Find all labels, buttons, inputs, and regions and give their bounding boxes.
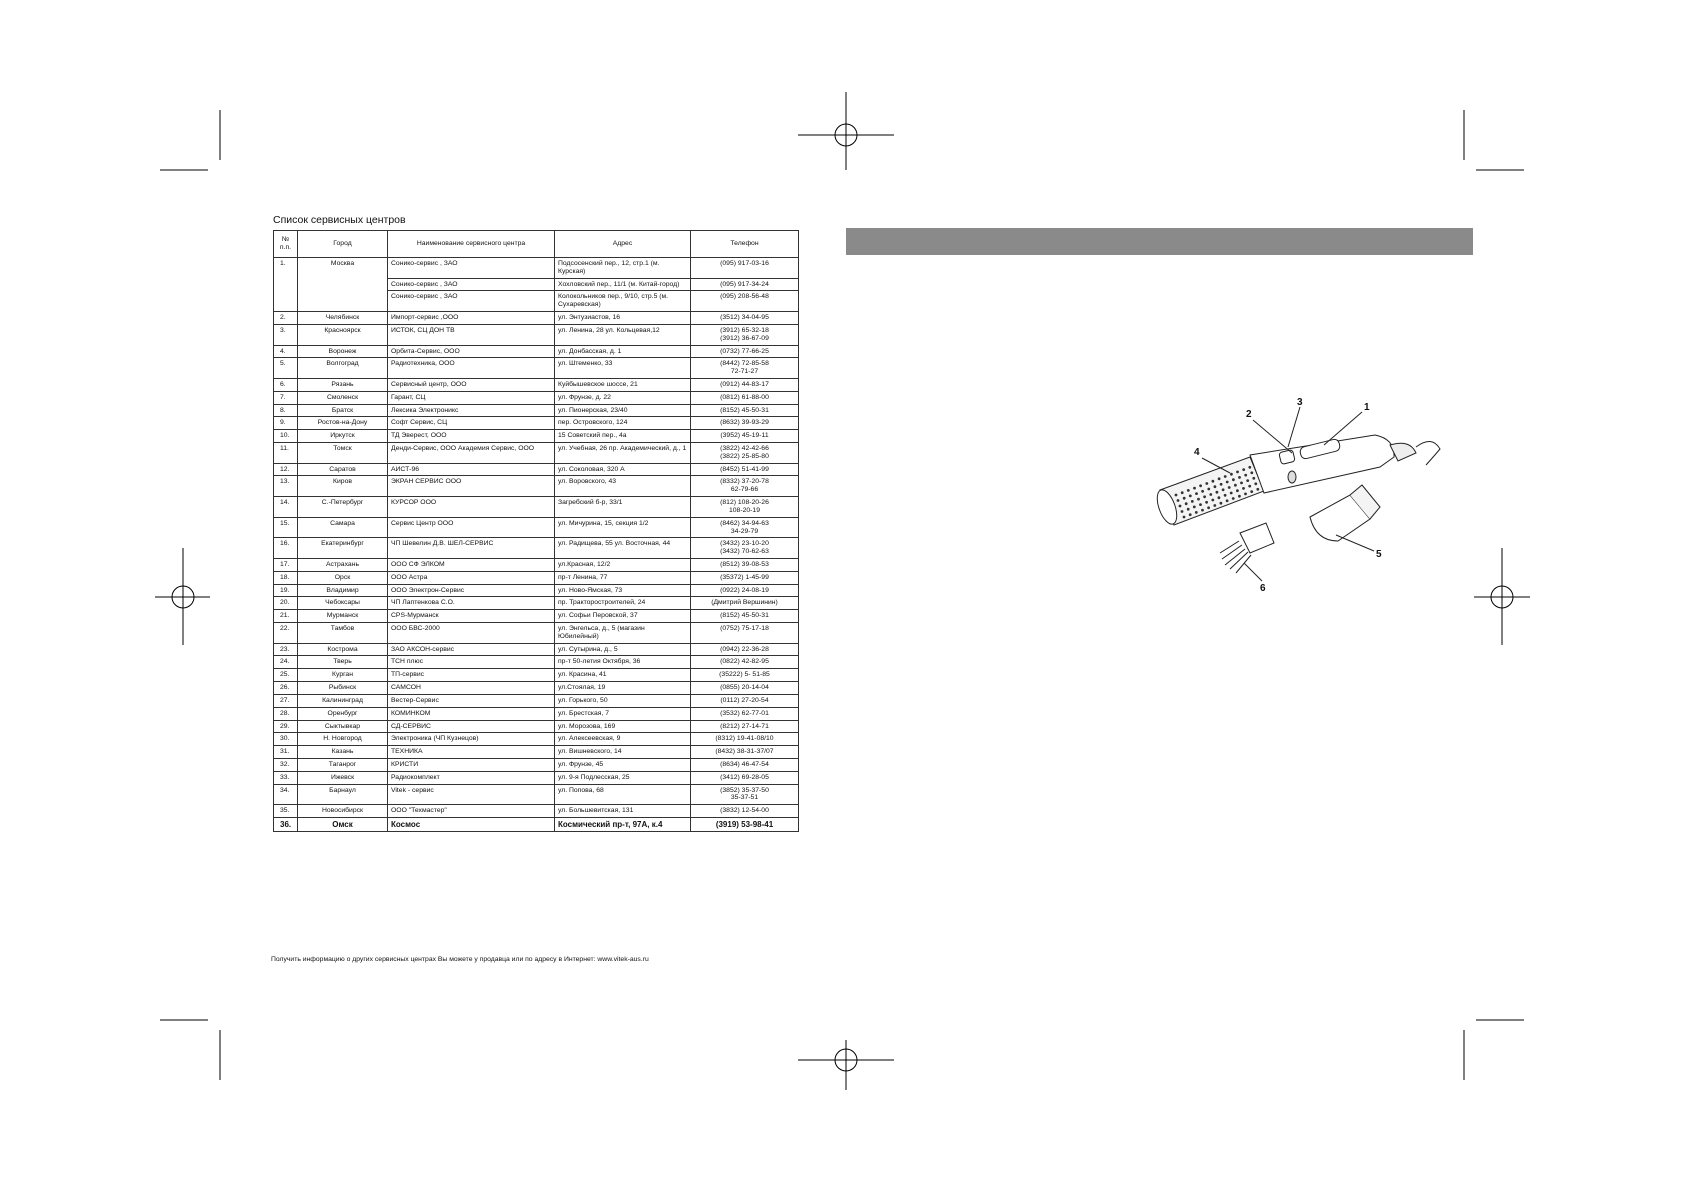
table-row (274, 558, 799, 571)
city-cell: Саратов (298, 463, 388, 476)
table-row (274, 784, 799, 805)
phone-cell (691, 784, 799, 805)
phone-cell (691, 733, 799, 746)
phone-cell (691, 720, 799, 733)
phone-cell (691, 623, 799, 644)
service-centers-table (273, 230, 799, 832)
city-cell: Екатеринбург (298, 538, 388, 559)
phone-cell (691, 669, 799, 682)
phone-number: (0732) 77-66-25 (720, 347, 769, 355)
address-cell: пер. Островского, 124 (555, 417, 691, 430)
center-name-cell: Импорт-сервис ,ООО (388, 312, 555, 325)
address-cell: пр. Тракторостроителей, 24 (555, 597, 691, 610)
row-number: 26. (274, 682, 298, 695)
row-number: 19. (274, 584, 298, 597)
address-cell: ул. Пионерская, 23/40 (555, 404, 691, 417)
phone-cell (691, 443, 799, 464)
row-number: 6. (274, 378, 298, 391)
city-cell: Новосибирск (298, 805, 388, 818)
address-cell: ул. Энтузиастов, 16 (555, 312, 691, 325)
phone-cell (691, 517, 799, 538)
city-cell: Рязань (298, 378, 388, 391)
table-row (274, 669, 799, 682)
address-cell: ул. Мичурина, 15, секция 1/2 (555, 517, 691, 538)
phone-cell (691, 345, 799, 358)
center-name-cell: Орбита-Сервис, ООО (388, 345, 555, 358)
phone-number: (3852) 35-37-50 (720, 786, 769, 794)
phone-cell (691, 597, 799, 610)
row-number: 10. (274, 430, 298, 443)
phone-number: (3912) 65-32-18 (720, 326, 769, 334)
center-name-cell: ООО Электрон-Сервис (388, 584, 555, 597)
header-name: Наименование сервисного центра (388, 231, 555, 258)
address-cell: ул. Фрунзе, 45 (555, 758, 691, 771)
table-row (274, 430, 799, 443)
phone-number: (3412) 69-28-05 (720, 773, 769, 781)
phone-cell (691, 463, 799, 476)
phone-cell (691, 324, 799, 345)
row-number: 15. (274, 517, 298, 538)
phone-number: (Дмитрий Вершинин) (711, 599, 778, 607)
address-cell: ул.Красная, 12/2 (555, 558, 691, 571)
phone-number: (8632) 39-93-29 (720, 419, 769, 427)
address-cell: ул. Алексеевская, 9 (555, 733, 691, 746)
address-cell: ул. Штеменко, 33 (555, 358, 691, 379)
center-name-cell: Лексика Электроникс (388, 404, 555, 417)
header-city: Город (298, 231, 388, 258)
address-cell: Куйбышевское шоссе, 21 (555, 378, 691, 391)
city-cell: Рыбинск (298, 682, 388, 695)
address-cell: ул. Морозова, 169 (555, 720, 691, 733)
table-row (274, 584, 799, 597)
city-cell: Владимир (298, 584, 388, 597)
phone-cell (691, 656, 799, 669)
city-cell: Киров (298, 476, 388, 497)
table-row (274, 733, 799, 746)
city-cell: Барнаул (298, 784, 388, 805)
row-number: 33. (274, 771, 298, 784)
phone-number: (8452) 51-41-99 (720, 465, 769, 473)
table-row (274, 682, 799, 695)
city-cell: Н. Новгород (298, 733, 388, 746)
center-name-cell: КРИСТИ (388, 758, 555, 771)
row-number: 1. (274, 258, 298, 312)
table-row (274, 571, 799, 584)
table-row (274, 623, 799, 644)
table-row (274, 517, 799, 538)
city-cell: Тверь (298, 656, 388, 669)
address-cell: Загребский б-р, 33/1 (555, 497, 691, 518)
city-cell: Сыктывкар (298, 720, 388, 733)
phone-cell (691, 805, 799, 818)
phone-number: (3832) 12-54-00 (720, 807, 769, 815)
row-number: 16. (274, 538, 298, 559)
city-cell: Ижевск (298, 771, 388, 784)
phone-number: (8212) 27-14-71 (720, 722, 769, 730)
city-cell: Самара (298, 517, 388, 538)
phone-cell (691, 758, 799, 771)
row-number: 5. (274, 358, 298, 379)
header-address: Адрес (555, 231, 691, 258)
table-row (274, 771, 799, 784)
city-cell: Мурманск (298, 610, 388, 623)
phone-number: (0112) 27-20-54 (720, 696, 769, 704)
address-cell: ул. Большевитская, 131 (555, 805, 691, 818)
address-cell: Космический пр-т, 97А, к.4 (555, 818, 691, 832)
callout-4: 4 (1194, 447, 1200, 458)
phone-number: (8442) 72-85-58 (720, 360, 769, 368)
center-name-cell: САМСОН (388, 682, 555, 695)
row-number: 30. (274, 733, 298, 746)
center-name-cell: Сонико-сервис , ЗАО (388, 291, 555, 312)
row-number: 24. (274, 656, 298, 669)
phone-cell (691, 378, 799, 391)
phone-number: (8312) 19-41-08/10 (715, 735, 774, 743)
address-cell: ул. Соколовая, 320 А (555, 463, 691, 476)
row-number: 2. (274, 312, 298, 325)
table-row (274, 758, 799, 771)
city-cell: Кострома (298, 643, 388, 656)
row-number: 32. (274, 758, 298, 771)
center-name-cell: Софт Сервис, СЦ (388, 417, 555, 430)
callout-1: 1 (1364, 402, 1370, 413)
city-cell: Москва (298, 258, 388, 312)
center-name-cell: Космос (388, 818, 555, 832)
address-cell: Хохловский пер., 11/1 (м. Китай-город) (555, 278, 691, 291)
row-number: 23. (274, 643, 298, 656)
phone-cell (691, 584, 799, 597)
row-number: 31. (274, 746, 298, 759)
address-cell: ул. Ленина, 28 ул. Кольцевая,12 (555, 324, 691, 345)
phone-number: (8332) 37-20-78 (720, 478, 769, 486)
phone-number: (0752) 75-17-18 (720, 625, 769, 632)
phone-number: (0822) 42-82-95 (720, 658, 769, 666)
row-number: 29. (274, 720, 298, 733)
table-row (274, 404, 799, 417)
header-num: № п.п. (274, 231, 298, 258)
phone-cell (691, 291, 799, 312)
center-name-cell: Сонико-сервис , ЗАО (388, 278, 555, 291)
city-cell: Волгоград (298, 358, 388, 379)
center-name-cell: ЭКРАН СЕРВИС ООО (388, 476, 555, 497)
address-cell: ул. Радищева, 55 ул. Восточная, 44 (555, 538, 691, 559)
phone-number: (3822) 42-42-66 (720, 445, 769, 452)
table-body (274, 258, 799, 832)
phone-number: (095) 208-56-48 (720, 293, 769, 301)
address-cell: 15 Советский пер., 4а (555, 430, 691, 443)
phone-cell (691, 746, 799, 759)
phone-cell (691, 818, 799, 832)
phone-cell (691, 278, 799, 291)
city-cell: Омск (298, 818, 388, 832)
phone-number: (8634) 46-47-54 (720, 760, 769, 768)
address-cell: ул. Воровского, 43 (555, 476, 691, 497)
city-cell: Астрахань (298, 558, 388, 571)
phone-cell (691, 358, 799, 379)
row-number: 12. (274, 463, 298, 476)
row-number: 14. (274, 497, 298, 518)
address-cell: ул. Вишневского, 14 (555, 746, 691, 759)
center-name-cell: ООО "Техмастер" (388, 805, 555, 818)
center-name-cell: Электроника (ЧП Кузнецов) (388, 733, 555, 746)
row-number: 21. (274, 610, 298, 623)
phone-cell (691, 497, 799, 518)
city-cell: Оренбург (298, 707, 388, 720)
row-number: 22. (274, 623, 298, 644)
city-cell: Казань (298, 746, 388, 759)
address-cell: ул.Стоялая, 19 (555, 682, 691, 695)
address-cell: Колокольников пер., 9/10, стр.5 (м. Сухаревская) (555, 291, 691, 312)
city-cell: Братск (298, 404, 388, 417)
phone-cell (691, 476, 799, 497)
row-number: 4. (274, 345, 298, 358)
phone-number: (8462) 34-94-63 (720, 519, 769, 527)
phone-cell (691, 694, 799, 707)
city-cell: Курган (298, 669, 388, 682)
callout-3: 3 (1297, 397, 1303, 408)
address-cell: пр-т 50-летия Октября, 36 (555, 656, 691, 669)
row-number: 35. (274, 805, 298, 818)
city-cell: Таганрог (298, 758, 388, 771)
phone-number: (3912) 36-67-09 (720, 334, 769, 342)
table-row (274, 694, 799, 707)
center-name-cell: КУРСОР ООО (388, 497, 555, 518)
table-row (274, 312, 799, 325)
city-cell: Орск (298, 571, 388, 584)
center-name-cell: Сервисный центр, ООО (388, 378, 555, 391)
phone-number: (0922) 24-08-19 (720, 586, 769, 594)
city-cell: Ростов-на-Дону (298, 417, 388, 430)
footer-note: Получить информацию о других сервисных центрах Вы можете у продавца или по адресу в Интернет: www.vitek-aus.ru (271, 956, 649, 963)
phone-cell (691, 404, 799, 417)
table-row (274, 324, 799, 345)
center-name-cell: ТП-сервис (388, 669, 555, 682)
phone-number: 35-37-51 (730, 794, 759, 802)
phone-number: (8152) 45-50-31 (720, 406, 769, 414)
phone-cell (691, 771, 799, 784)
phone-number: (35372) 1-45-99 (720, 573, 769, 581)
row-number: 3. (274, 324, 298, 345)
phone-number: 72-71-27 (730, 368, 759, 376)
table-row (274, 497, 799, 518)
address-cell: ул. Ново-Ямская, 73 (555, 584, 691, 597)
table-row (274, 258, 799, 279)
center-name-cell: Денди-Сервис, ООО Академия Сервис, ООО (388, 443, 555, 464)
phone-cell (691, 610, 799, 623)
table-row (274, 417, 799, 430)
phone-number: (8152) 45-50-31 (720, 612, 769, 620)
city-cell: Иркутск (298, 430, 388, 443)
center-name-cell: Сонико-сервис , ЗАО (388, 258, 555, 279)
phone-cell (691, 391, 799, 404)
phone-number: (3919) 53-98-41 (715, 820, 774, 829)
address-cell: ул. Горького, 50 (555, 694, 691, 707)
center-name-cell: Вестер-Сервис (388, 694, 555, 707)
address-cell: ул. Сутырина, д., 5 (555, 643, 691, 656)
phone-number: (0812) 61-88-00 (720, 393, 769, 401)
row-number: 18. (274, 571, 298, 584)
table-row (274, 656, 799, 669)
center-name-cell: CPS-Мурманск (388, 610, 555, 623)
phone-cell (691, 707, 799, 720)
phone-cell (691, 682, 799, 695)
center-name-cell: Сервис Центр ООО (388, 517, 555, 538)
phone-number: (095) 917-34-24 (720, 280, 769, 288)
table-row (274, 805, 799, 818)
table-row (274, 707, 799, 720)
address-cell: ул. Учебная, 26 пр. Академический, д., 1 (555, 443, 691, 464)
address-cell: ул. Брестская, 7 (555, 707, 691, 720)
phone-cell (691, 643, 799, 656)
phone-cell (691, 312, 799, 325)
row-number: 9. (274, 417, 298, 430)
phone-number: (35222) 5- 51-85 (719, 671, 770, 679)
city-cell: Красноярск (298, 324, 388, 345)
phone-cell (691, 571, 799, 584)
row-number: 27. (274, 694, 298, 707)
row-number: 25. (274, 669, 298, 682)
phone-cell (691, 558, 799, 571)
center-name-cell: ЧП Шевелин Д.В. ШЕЛ-СЕРВИС (388, 538, 555, 559)
phone-number: (3432) 70-62-63 (720, 548, 769, 556)
row-number: 36. (274, 818, 298, 832)
row-number: 20. (274, 597, 298, 610)
row-number: 7. (274, 391, 298, 404)
header-bar (846, 228, 1473, 255)
phone-number: (3532) 62-77-01 (720, 709, 769, 717)
row-number: 28. (274, 707, 298, 720)
address-cell: Подсосенский пер., 12, стр.1 (м. Курская) (555, 258, 691, 279)
city-cell: Воронеж (298, 345, 388, 358)
phone-number: (812) 108-20-26 (720, 499, 769, 507)
center-name-cell: ИСТОК, СЦ ДОН ТВ (388, 324, 555, 345)
city-cell: Чебоксары (298, 597, 388, 610)
table-row (274, 345, 799, 358)
phone-number: (0942) 22-36-28 (720, 645, 769, 653)
phone-number: (8512) 39-08-53 (720, 560, 769, 568)
phone-number: (8432) 38-31-37/07 (715, 748, 774, 756)
center-name-cell: ТД Эверест, ООО (388, 430, 555, 443)
city-cell: Смоленск (298, 391, 388, 404)
row-number: 13. (274, 476, 298, 497)
address-cell: пр-т Ленина, 77 (555, 571, 691, 584)
city-cell: Калининград (298, 694, 388, 707)
phone-number: (0855) 20-14-04 (720, 684, 769, 692)
table-row (274, 746, 799, 759)
center-name-cell: ООО СФ ЭЛКОМ (388, 558, 555, 571)
row-number: 11. (274, 443, 298, 464)
callout-6: 6 (1260, 583, 1266, 594)
center-name-cell: ЧП Лаптенкова С.О. (388, 597, 555, 610)
row-number: 34. (274, 784, 298, 805)
table-row (274, 378, 799, 391)
table-row (274, 443, 799, 464)
phone-number: 108-20-19 (729, 506, 760, 514)
address-cell: ул. Попова, 68 (555, 784, 691, 805)
center-name-cell: Радиотехника, ООО (388, 358, 555, 379)
hair-styler-illustration (1140, 395, 1480, 630)
address-cell: ул. Донбасская, д. 1 (555, 345, 691, 358)
phone-number: (3512) 34-04-95 (720, 314, 769, 322)
phone-number: 62-79-66 (730, 486, 759, 494)
center-name-cell: Радиокомплект (388, 771, 555, 784)
city-cell: Тамбов (298, 623, 388, 644)
page-title: Список сервисных центров (273, 214, 406, 226)
city-cell: С.-Петербург (298, 497, 388, 518)
callout-5: 5 (1376, 549, 1382, 560)
address-cell: ул. 9-я Подлесская, 25 (555, 771, 691, 784)
phone-number: (0912) 44-83-17 (720, 380, 769, 388)
header-phone: Телефон (691, 231, 799, 258)
table-row (274, 597, 799, 610)
phone-number: (095) 917-03-16 (720, 260, 769, 267)
row-number: 8. (274, 404, 298, 417)
phone-cell (691, 430, 799, 443)
table-row (274, 391, 799, 404)
address-cell: ул. Красина, 41 (555, 669, 691, 682)
phone-cell (691, 258, 799, 279)
table-row (274, 610, 799, 623)
phone-number: (3822) 25-85-80 (720, 452, 769, 460)
center-name-cell: КОМИНКОМ (388, 707, 555, 720)
table-row (274, 476, 799, 497)
center-name-cell: ООО Астра (388, 571, 555, 584)
phone-number: (3432) 23-10-20 (720, 540, 769, 548)
center-name-cell: ЗАО АКСОН-сервис (388, 643, 555, 656)
center-name-cell: АИСТ-96 (388, 463, 555, 476)
table-header-row (274, 231, 799, 258)
center-name-cell: Vitek - сервис (388, 784, 555, 805)
phone-cell (691, 417, 799, 430)
table-row (274, 643, 799, 656)
phone-number: 34-29-79 (730, 527, 759, 535)
center-name-cell: СД-СЕРВИС (388, 720, 555, 733)
phone-cell (691, 538, 799, 559)
center-name-cell: Гарант, СЦ (388, 391, 555, 404)
city-cell: Челябинск (298, 312, 388, 325)
table-row (274, 358, 799, 379)
address-cell: ул. Энгельса, д., 5 (магазин Юбилейный) (555, 623, 691, 644)
center-name-cell: ООО БВС-2000 (388, 623, 555, 644)
center-name-cell: ТЕХНИКА (388, 746, 555, 759)
table-row (274, 538, 799, 559)
table-row (274, 818, 799, 832)
callout-2: 2 (1246, 409, 1252, 420)
city-cell: Томск (298, 443, 388, 464)
center-name-cell: ТСН плюс (388, 656, 555, 669)
address-cell: ул. Софьи Перовской, 37 (555, 610, 691, 623)
table-row (274, 463, 799, 476)
address-cell: ул. Фрунзе, д. 22 (555, 391, 691, 404)
row-number: 17. (274, 558, 298, 571)
table-row (274, 720, 799, 733)
phone-number: (3952) 45-19-11 (720, 432, 769, 440)
